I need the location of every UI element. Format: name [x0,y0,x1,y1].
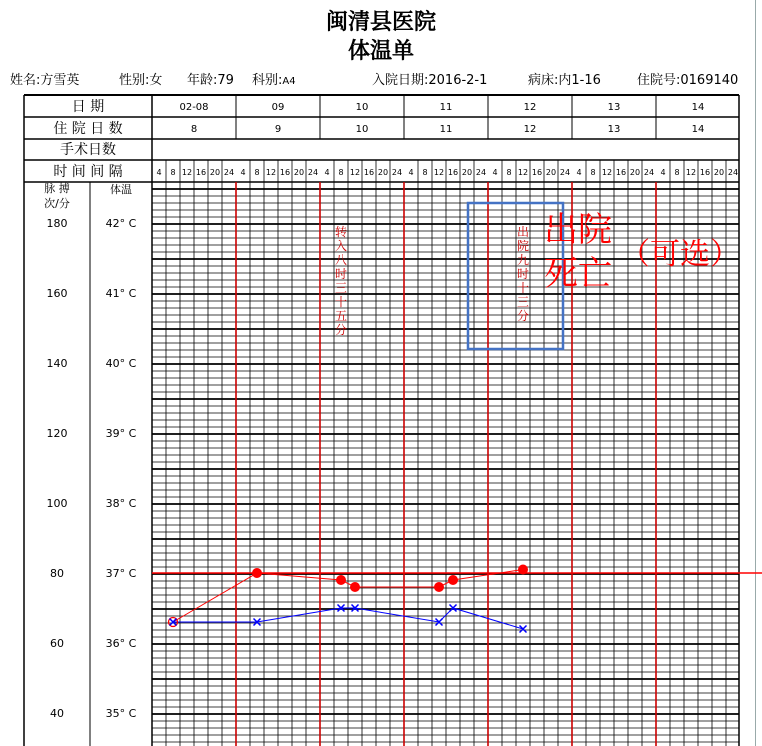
pulse-tick-label: 140 [46,357,68,370]
event-text-char: 入 [334,239,348,253]
hour-label: 20 [629,168,641,177]
pulse-axis-title: 脉 搏 [44,182,70,195]
hour-label: 8 [590,168,596,177]
annotation-discharge: 出院 [544,210,612,250]
hour-label: 12 [181,168,193,177]
hour-label: 16 [699,168,711,177]
pulse-tick-label: 160 [46,287,68,300]
hospital-day-value: 10 [355,124,369,135]
annotation-optional: （可选） [620,237,740,272]
hour-label: 8 [506,168,512,177]
hour-label: 16 [531,168,543,177]
day-date: 10 [355,102,369,113]
pulse-tick-label: 80 [50,567,64,580]
pulse-tick-label: 100 [46,497,68,510]
hour-label: 24 [643,168,655,177]
event-text-char: 时 [516,267,530,281]
patient-sex: 性别:女 [119,73,163,88]
temperature-point [350,582,360,592]
event-text-char: 院 [516,239,530,253]
hour-label: 24 [223,168,235,177]
hour-label: 16 [363,168,375,177]
temperature-point [434,582,444,592]
hour-label: 4 [324,168,330,177]
row-label-date: 日 期 [71,99,105,115]
inpatient-number: 住院号:0169140 [637,73,739,88]
hour-label: 4 [492,168,498,177]
hospital-day-value: 9 [274,124,282,135]
temperature-point [448,575,458,585]
hospital-name: 闽清县医院 [325,9,436,35]
hour-label: 12 [685,168,697,177]
hour-label: 8 [422,168,428,177]
event-text-char: 时 [334,267,348,281]
day-date: 12 [523,102,537,113]
hour-label: 16 [279,168,291,177]
temperature-point [518,565,528,575]
hour-label: 8 [254,168,260,177]
hour-label: 4 [576,168,582,177]
day-date: 13 [607,102,621,113]
temp-axis-title: 体温 [110,183,132,196]
hour-label: 4 [408,168,414,177]
temp-tick-label: 38° C [105,497,137,510]
event-text-char: 十 [334,295,348,309]
annotation-death: 死亡 [544,254,612,294]
pulse-tick-label: 60 [50,637,64,650]
event-text-char: 九 [516,253,530,267]
hour-label: 16 [447,168,459,177]
admission-date: 入院日期:2016-2-1 [372,73,488,88]
day-date: 11 [439,102,453,113]
patient-age: 年龄:79 [187,73,234,88]
hour-label: 20 [209,168,221,177]
temperature-point [252,568,262,578]
event-text-char: 出 [516,225,530,239]
hour-label: 12 [601,168,613,177]
hour-label: 4 [660,168,666,177]
hour-label: 4 [240,168,246,177]
form-title: 体温单 [347,38,414,64]
hour-label: 20 [545,168,557,177]
event-text-char: 三 [334,281,348,295]
hour-label: 12 [349,168,361,177]
hospital-day-value: 12 [523,124,537,135]
patient-name: 姓名:方雪英 [10,73,80,88]
hospital-day-value: 11 [439,124,453,135]
hour-label: 20 [461,168,473,177]
temp-tick-label: 40° C [105,357,137,370]
hour-label: 20 [713,168,725,177]
hospital-day-value: 13 [607,124,621,135]
row-label-hospital-day: 住 院 日 数 [53,121,123,137]
temp-tick-label: 36° C [105,637,137,650]
hour-label: 24 [727,168,739,177]
hour-label: 20 [293,168,305,177]
temp-tick-label: 39° C [105,427,137,440]
hour-label: 8 [674,168,680,177]
pulse-axis-unit: 次/分 [44,197,70,210]
temperature-point [336,575,346,585]
event-text-char: 分 [516,309,530,323]
bed-number: 病床:内1-16 [528,73,601,88]
pulse-tick-label: 120 [46,427,68,440]
event-text-char: 十 [516,281,530,295]
hour-label: 24 [307,168,319,177]
hour-label: 12 [265,168,277,177]
hour-label: 8 [338,168,344,177]
hour-label: 20 [377,168,389,177]
hour-label: 24 [391,168,403,177]
pulse-tick-label: 180 [46,217,68,230]
temp-tick-label: 42° C [105,217,137,230]
hour-label: 4 [156,168,162,177]
pulse-tick-label: 40 [50,707,64,720]
temp-tick-label: 35° C [105,707,137,720]
hour-label: 24 [475,168,487,177]
event-text-char: 分 [334,323,348,337]
event-text-char: 八 [334,253,348,267]
row-label-surgery-day: 手术日数 [60,142,116,158]
event-text-char: 五 [334,309,348,323]
hour-label: 16 [615,168,627,177]
hour-label: 8 [170,168,176,177]
temp-tick-label: 41° C [105,287,137,300]
event-text-char: 三 [516,295,530,309]
hour-label: 12 [517,168,529,177]
hospital-day-value: 14 [691,124,705,135]
patient-dept: 科别:A4 [252,73,296,88]
event-text-char: 转 [334,225,348,239]
hour-label: 24 [559,168,571,177]
day-date: 14 [691,102,705,113]
temp-tick-label: 37° C [105,567,137,580]
hospital-day-value: 8 [190,124,198,135]
row-label-interval: 时 间 间 隔 [53,164,123,180]
day-date: 02-08 [179,102,209,113]
hour-label: 12 [433,168,445,177]
day-date: 09 [271,102,285,113]
hour-label: 16 [195,168,207,177]
